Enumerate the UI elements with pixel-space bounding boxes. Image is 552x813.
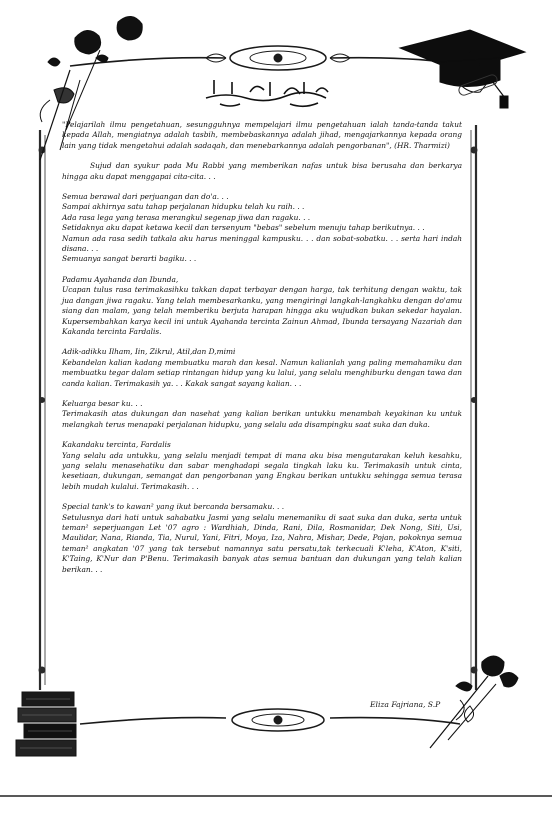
friends-heading: Special tank's to kawan² yang ikut bercanda bersamaku. . . <box>62 502 285 512</box>
dedication-text <box>62 120 462 575</box>
parents-paragraph: Ucapan tulus rasa terimakasihku takkan dapat terbayar dengan harga, tak terhitung dengan waktu, tak jua dangan jiwa ragaku. Yang telah membesarkanku, yang mengiringi langkah-langkahku dengan do'amu siang dan malam, yang telah memberiku berjuta harapan hingga aku wujudkan bukan sekedar hayalan. Kupersembahkan karya kecil ini untuk Ayahanda tercinta Zainun Ahmad, Ibunda tersayang Nazariah dan Kakanda tercinta Fardalis. <box>62 285 462 336</box>
opening-quote: "Pelajarilah ilmu pengetahuan, sesungguhnya mempelajari ilmu pengetahuan ialah tanda-tanda takut kepada Allah, mengiatnya adalah tasbih, membebaskannya adalah jihad, mengajarkannya kepada orang lain yang tidak mengetahui adalah sadaqah, dan menebarkannya adalah pengorbanan", (HR. Tharmizi) <box>62 120 462 150</box>
gratitude-paragraph: Sujud dan syukur pada Mu Rabbi yang memberikan nafas untuk bisa berusaha dan berkarya hingga aku dapat menggapai cita-cita. . . <box>62 161 462 181</box>
right-border <box>471 125 477 690</box>
poem-line: Ada rasa lega yang terasa merangkul segenap jiwa dan ragaku. . . <box>62 212 311 222</box>
bottom-ornament <box>80 709 460 731</box>
beloved-paragraph: Yang selalu ada untukku, yang selalu menjadi tempat di mana aku bisa mengutarakan keluh kesahku, yang selalu menasehatiku dan sabar menghadapi segala tingkah laku ku. Terimakasih untuk cinta, kesetiaan, dukungan, semangat dan pengorbanan yang Engkau berikan untukku sehingga semua terasa lebih mudah kulalui. Terimakasih. . . <box>62 450 462 491</box>
stacked-books <box>16 692 76 756</box>
poem-line: Semuanya sangat berarti bagiku. . . <box>62 254 197 264</box>
friends-paragraph: Setulusnya dari hati untuk sahabatku Jasmi yang selalu menemaniku di saat suka dan duka, serta untuk teman² seperjuangan Let '07 agro : Wardhiah, Dinda, Rani, Dila, Rosmanidar, Dek Nong, Siti, Usi, Maulidar, Nana, Rianda, Tia, Nurul, Yani, Fitri, Moya, Iza, Nahra, Mishar, Dede, Pojan, pokoknya semua teman² angkatan '07 yang tak tersebut namannya satu persatu,tak terkecuali K'leha, K'Aton, K'siti, K'Taing, K'Nur dan P'Benu. Terimakasih banyak atas semua bantuan dan dukungan yang telah kalian berikan. . . <box>62 512 462 574</box>
poem-line: Semua berawal dari perjuangan dan do'a. . . <box>62 192 229 202</box>
signature: Eliza Fajriana, S.P <box>370 700 441 709</box>
poem-line: Sampai akhirnya satu tahap perjalanan hidupku telah ku raih. . . <box>62 202 305 212</box>
poem-line: Setidaknya aku dapat ketawa kecil dan tersenyum "bebas" sebelum menuju tahap berikutnya. . . <box>62 223 425 233</box>
poem-line: Namun ada rasa sedih tatkala aku harus meninggal kampusku. . . dan sobat-sobatku. . . serta hari indah disana. . . <box>62 233 462 254</box>
basmalah-calligraphy <box>206 80 328 106</box>
parents-heading: Padamu Ayahanda dan Ibunda, <box>62 274 179 284</box>
siblings-paragraph: Kebandelan kalian kadang membuatku marah dan kesal. Namun kalianlah yang paling memahamiku dan membuatku tegar dalam setiap rintangan hidup yang ku lalui, yang selalu menghiburku dengan tawa dan canda kalian. Terimakasih ya. . . Kakak sangat sayang kalian. . . <box>62 357 462 388</box>
graduation-cap <box>400 30 525 108</box>
siblings-heading: Adik-adikku Ilham, Iin, Zikrul, Atil,dan D,mimi <box>62 347 236 357</box>
family-paragraph: Terimakasih atas dukungan dan nasehat yang kalian berikan untukku menambah keyakinan ku untuk melangkah terus menapaki perjalanan hidupku, yang selalu ada disampingku saat suka dan duka. <box>62 409 462 429</box>
family-heading: Keluarga besar ku. . . <box>62 398 143 408</box>
beloved-heading: Kakandaku tercinta, Fardalis <box>62 440 171 450</box>
left-border <box>39 130 45 690</box>
